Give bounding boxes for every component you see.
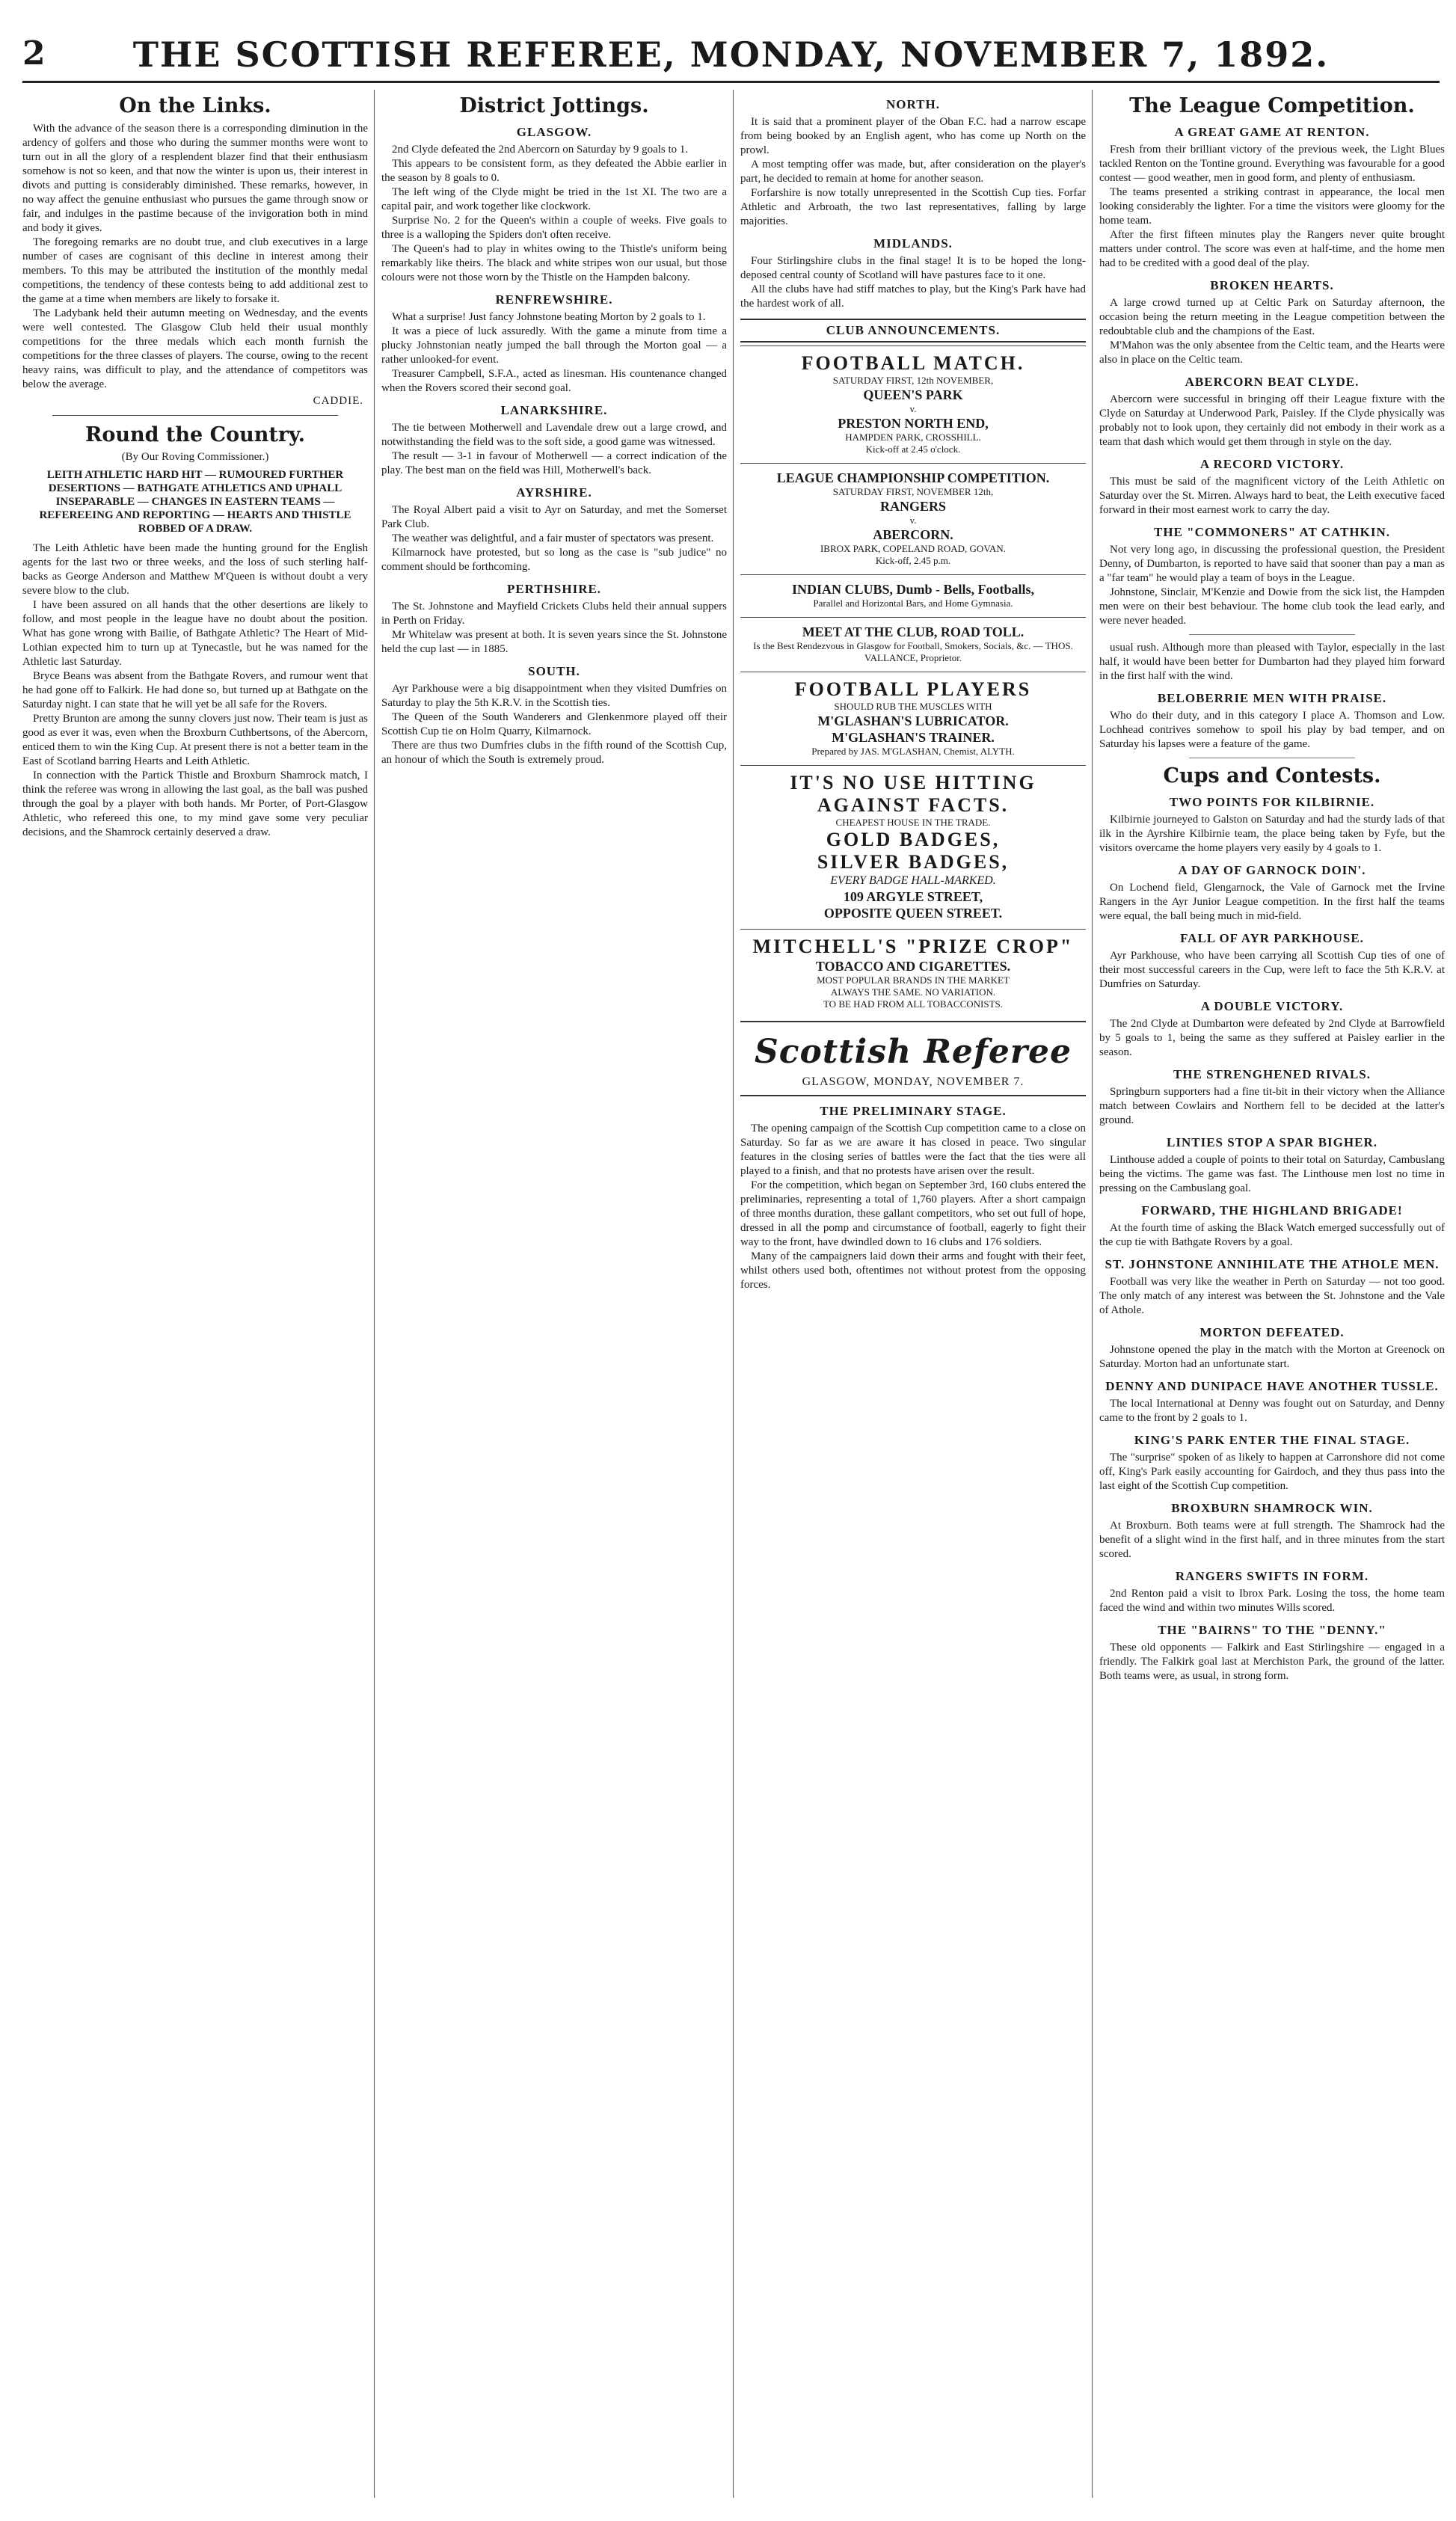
paragraph: Football was very like the weather in Perth on Saturday — not too good. The only match of any interest was between the St. Johnstone and the Vale of Athole.: [1099, 1276, 1445, 1316]
section-heading: THE "COMMONERS" AT CATHKIN.: [1153, 525, 1391, 539]
paragraph: The left wing of the Clyde might be tried in the 1st XI. The two are a capital pair, and work together like clockwork.: [381, 186, 727, 212]
paragraph: Many of the campaigners laid down their arms and fought with their feet, whilst others used both, oftentimes not without protest from the opposing forces.: [740, 1250, 1086, 1291]
paragraph: Bryce Beans was absent from the Bathgate Rovers, and rumour went that he had gone off to Falkirk. He had done so, but turned up at Bathgate on the Saturday night. I can state that he will yet be all safe for the Rovers.: [22, 670, 368, 710]
section-rule: [740, 1095, 1086, 1096]
section-heading: LINTIES STOP A SPAR BIGHER.: [1167, 1135, 1377, 1149]
paragraph: On Lochend field, Glengarnock, the Vale of Garnock met the Irvine Rangers in the Ayr Junior League competition. In the first half the teams were equal, the ball being much in mid-field.: [1099, 882, 1445, 922]
paragraph: The foregoing remarks are no doubt true, and club executives in a large number of cases are cognisant of this decline in interest among their members. To this may be attributed the institution of the monthly medal competitions, the tendency of these contests being to add additional zest to the game at a time when members are likely to forsake it.: [22, 236, 368, 305]
paragraph: For the competition, which began on September 3rd, 160 clubs entered the preliminaries, representing a total of 1,760 players. After a short campaign of three months duration, these gallant competitors, who set out full of hope, dressed in all the pomp and circumstance of football, eagerly to fight their way to the front, have dwindled down to 16 clubs and 176 soldiers.: [740, 1179, 1086, 1248]
paragraph: Johnstone opened the play in the match with the Morton at Greenock on Saturday. Morton had an unfortunate start.: [1099, 1344, 1445, 1370]
advert-league: LEAGUE CHAMPIONSHIP COMPETITION. SATURDAY FIRST, NOVEMBER 12th, RANGERS v. ABERCORN. IBROX PARK, COPELAND ROAD, GOVAN. Kick-off, 2.45 p.m.: [740, 463, 1086, 574]
paragraph: After the first fifteen minutes play the Rangers never quite brought matters under control. The score was even at half-time, and the home men had to be credited with a good deal of the play.: [1099, 229, 1445, 269]
paragraph: Linthouse added a couple of points to their total on Saturday, Cambuslang being the victims. The game was fast. The Linthouse men lost no time in pressing on the Cambuslang goal.: [1099, 1154, 1445, 1194]
byline: (By Our Roving Commissioner.): [121, 451, 269, 463]
paragraph: The teams presented a striking contrast in appearance, the local men looking considerably the lighter. For a time the visitors were gloomy for the home team.: [1099, 186, 1445, 227]
column-divider: [733, 90, 734, 2498]
paragraph: 2nd Renton paid a visit to Ibrox Park. Losing the toss, the home team faced the wind and within two minutes Wills scored.: [1099, 1588, 1445, 1614]
page-number: 2: [22, 34, 46, 73]
column-2: [381, 90, 727, 2498]
section-rule: [1189, 634, 1355, 635]
section-heading: THE STRENGHENED RIVALS.: [1173, 1067, 1371, 1081]
round-heading: Round the Country.: [85, 423, 306, 446]
section-heading: RENFREWSHIRE.: [495, 292, 613, 307]
section-rule: [52, 415, 338, 416]
advert-badges: IT'S NO USE HITTING AGAINST FACTS. CHEAPEST HOUSE IN THE TRADE. GOLD BADGES, SILVER BADGES, EVERY BADGE HALL-MARKED. 109 ARGYLE STREET, OPPOSITE QUEEN STREET.: [740, 765, 1086, 929]
paragraph: Abercorn were successful in bringing off their League fixture with the Clyde on Saturday at Underwood Park, Paisley. If the Clyde physically was probably not to look upon, they certainly did not embody in their work as a team that dash which would get them through in style on the day.: [1099, 393, 1445, 448]
paragraph: It is said that a prominent player of the Oban F.C. had a narrow escape from being booked by an English agent, who has come up North on the prowl.: [740, 116, 1086, 156]
paragraph: M'Mahon was the only absentee from the Celtic team, and the Hearts were also in place on the Celtic team.: [1099, 340, 1445, 366]
paragraph: With the advance of the season there is a corresponding diminution in the ardency of golfers and those who during the summer months were wont to turn out in all the glory of a resplendent blazer find that their enthusiasm somehow is not so keen, and that now the winter is upon us, their interest in divots and putting is considerably diminished. These remarks, however, in no way affect the genuine enthusiast who pursues the game through snow or fair, and indulges in the pastime because of the invigoration both in mind and body it gives.: [22, 123, 368, 234]
paragraph: Fresh from their brilliant victory of the previous week, the Light Blues tackled Renton on the Tontine ground. Everything was favourable for a good contest — good weather, men in good form, and plenty of enthusiasm.: [1099, 144, 1445, 184]
paragraph: Who do their duty, and in this category I place A. Thomson and Low. Lochhead contrives somehow to spoil his play by bad temper, and on Saturday his lapses were a feature of the game.: [1099, 710, 1445, 750]
paragraph: This must be said of the magnificent victory of the Leith Athletic on Saturday over the St. Mirren. Always hard to beat, the Leith executive faced forward in their most earnest work to carry the day.: [1099, 476, 1445, 516]
newspaper-nameplate: Scottish Referee: [754, 1033, 1072, 1071]
paragraph: This appears to be consistent form, as they defeated the Abbie earlier in the season by 8 goals to 0.: [381, 158, 727, 184]
paragraph: The Queen's had to play in whites owing to the Thistle's uniform being remarkably like theirs. The black and white stripes won our usual, but those colours were not those worn by the Thistle on the Hampden balcony.: [381, 243, 727, 283]
paragraph: All the clubs have had stiff matches to play, but the King's Park have had the hardest work of all.: [740, 283, 1086, 310]
newspaper-header-title: THE SCOTTISH REFEREE, MONDAY, NOVEMBER 7, 1892.: [132, 34, 1330, 75]
advert-indian-clubs: INDIAN CLUBS, Dumb - Bells, Footballs, Parallel and Horizontal Bars, and Home Gymnasia.: [740, 574, 1086, 617]
paragraph: The result — 3-1 in favour of Motherwell — a correct indication of the play. The best man on the field was Hill, Motherwell's back.: [381, 450, 727, 476]
section-heading: RANGERS SWIFTS IN FORM.: [1175, 1569, 1369, 1583]
paragraph: A large crowd turned up at Celtic Park on Saturday afternoon, the occasion being the return meeting in the League competition between the redoubtable club and the champions of the East.: [1099, 297, 1445, 337]
paragraph: The tie between Motherwell and Lavendale drew out a large crowd, and notwithstanding the field was to the soft side, a good game was witnessed.: [381, 422, 727, 448]
district-heading: District Jottings.: [459, 94, 649, 117]
column-1: [22, 90, 368, 2498]
paragraph: In connection with the Partick Thistle and Broxburn Shamrock match, I think the referee was wrong in allowing the last goal, as the ball was pushed through the goal by a player with both hands. Mr Porter, of Port-Glasgow Athletic, who refereed this one, to my mind gave some very peculiar decisions, and the Shamrock certainly deserved a draw.: [22, 770, 368, 838]
section-heading: FORWARD, THE HIGHLAND BRIGADE!: [1141, 1203, 1403, 1217]
section-heading: A DOUBLE VICTORY.: [1200, 999, 1344, 1013]
section-heading: NORTH.: [886, 97, 940, 111]
paragraph: It was a piece of luck assuredly. With the game a minute from time a plucky Johnstonian neatly jumped the ball through the Morton goal — a rather unlooked-for event.: [381, 325, 727, 366]
dateline: GLASGOW, MONDAY, NOVEMBER 7.: [802, 1075, 1025, 1088]
paragraph: Four Stirlingshire clubs in the final stage! It is to be hoped the long-deposed central county of Scotland will have pastures face to it one.: [740, 255, 1086, 281]
paragraph: Springburn supporters had a fine tit-bit in their victory when the Alliance match between Cowlairs and Northern fell to be decided at the latter's ground.: [1099, 1086, 1445, 1126]
paragraph: What a surprise! Just fancy Johnstone beating Morton by 2 goals to 1.: [392, 311, 706, 323]
section-heading: ST. JOHNSTONE ANNIHILATE THE ATHOLE MEN.: [1105, 1257, 1440, 1271]
section-heading: SOUTH.: [528, 664, 580, 678]
paragraph: Mr Whitelaw was present at both. It is seven years since the St. Johnstone held the cup last — in 1885.: [381, 629, 727, 655]
paragraph: The St. Johnstone and Mayfield Crickets Clubs held their annual suppers in Perth on Friday.: [381, 601, 727, 627]
paragraph: Treasurer Campbell, S.F.A., acted as linesman. His countenance changed when the Rovers scored their second goal.: [381, 368, 727, 394]
cups-heading: Cups and Contests.: [1163, 764, 1381, 787]
column-divider: [1092, 90, 1093, 2498]
paragraph: Ayr Parkhouse were a big disappointment when they visited Dumfries on Saturday to play the 5th K.R.V. in the Scottish ties.: [381, 683, 727, 709]
subheading: LEITH ATHLETIC HARD HIT — RUMOURED FURTHER DESERTIONS — BATHGATE ATHLETICS AND UPHALL INSEPARABLE — CHANGES IN EASTERN TEAMS — REFEREEING AND REPORTING — HEARTS AND THISTLE ROBBED OF A DRAW.: [39, 469, 351, 535]
paragraph: The local International at Denny was fought out on Saturday, and Denny came to the front by 2 goals to 1.: [1099, 1398, 1445, 1424]
paragraph: Surprise No. 2 for the Queen's within a couple of weeks. Five goals to three is a walloping the Spiders don't often receive.: [381, 215, 727, 241]
section-heading: A GREAT GAME AT RENTON.: [1174, 125, 1370, 139]
signature: CADDIE.: [313, 395, 363, 407]
section-heading: MORTON DEFEATED.: [1199, 1325, 1345, 1339]
section-heading: LANARKSHIRE.: [500, 403, 608, 417]
section-heading: THE PRELIMINARY STAGE.: [820, 1104, 1007, 1118]
paragraph: The opening campaign of the Scottish Cup competition came to a close on Saturday. So far as we are aware it has closed in peace. Two singular features in the closing series of battles were the fact that the ties were all played to a finish, and that no protests have arisen over the result.: [740, 1123, 1086, 1177]
paragraph: The Leith Athletic have been made the hunting ground for the English agents for the last two or three weeks, and the loss of such sterling half-backs as George Anderson and Matthew M'Queen is without doubt a very severe blow to the club.: [22, 542, 368, 597]
paragraph: The 2nd Clyde at Dumbarton were defeated by 2nd Clyde at Barrowfield by 5 goals to 1, being the same as they suffered at Paisley earlier in the season.: [1099, 1018, 1445, 1058]
club-announcements-heading: CLUB ANNOUNCEMENTS.: [740, 319, 1086, 343]
section-heading: KING'S PARK ENTER THE FINAL STAGE.: [1134, 1433, 1410, 1447]
section-heading: MIDLANDS.: [873, 236, 953, 251]
paragraph: The "surprise" spoken of as likely to happen at Carronshore did not come off, King's Park easily accounting for Gairdoch, and they thus pass into the last eight of the Scottish Cup competition.: [1099, 1452, 1445, 1492]
paragraph: There are thus two Dumfries clubs in the fifth round of the Scottish Cup, an honour of which the South is extremely proud.: [381, 740, 727, 766]
column-divider: [374, 90, 375, 2498]
paragraph: Not very long ago, in discussing the professional question, the President Denny, of Dumbarton, is reported to have said that sooner than pay a man as a "far team" he would play a team of boys in the League.: [1099, 544, 1445, 584]
paragraph: Kilbirnie journeyed to Galston on Saturday and had the sturdy lads of that ilk in the Ayrshire Kilbirnie team, the place being taken by Fyfe, but the visitors overcame the home players very easily by 4 goals to 1.: [1099, 814, 1445, 854]
advert-lubricator: FOOTBALL PLAYERS SHOULD RUB THE MUSCLES WITH M'GLASHAN'S LUBRICATOR. M'GLASHAN'S TRAINER. Prepared by JAS. M'GLASHAN, Chemist, ALYTH.: [740, 672, 1086, 765]
advert-football-match: FOOTBALL MATCH. SATURDAY FIRST, 12th NOVEMBER, QUEEN'S PARK v. PRESTON NORTH END, HAMPDEN PARK, CROSSHILL. Kick-off at 2.45 o'clock.: [740, 346, 1086, 463]
paragraph: These old opponents — Falkirk and East Stirlingshire — engaged in a friendly. The Falkirk goal last at Merchiston Park, the ground of the latter. Both teams were, as usual, in strong form.: [1099, 1642, 1445, 1682]
links-heading: On the Links.: [119, 94, 271, 117]
column-4: [1099, 90, 1445, 2498]
advert-prize-crop: MITCHELL'S "PRIZE CROP" TOBACCO AND CIGARETTES. MOST POPULAR BRANDS IN THE MARKET ALWAYS THE SAME. NO VARIATION. TO BE HAD FROM ALL TOBACCONISTS.: [740, 929, 1086, 1018]
paragraph: The Queen of the South Wanderers and Glenkenmore played off their Scottish Cup tie on Holm Quarry, Kilmarnock.: [381, 711, 727, 737]
column-3: [740, 90, 1086, 2498]
paragraph: usual rush. Although more than pleased with Taylor, especially in the last half, it would have been better for Dumbarton had they played him forward in the first half with the wind.: [1099, 642, 1445, 682]
section-heading: A DAY OF GARNOCK DOIN'.: [1178, 863, 1366, 877]
paragraph: The Royal Albert paid a visit to Ayr on Saturday, and met the Somerset Park Club.: [381, 504, 727, 530]
paragraph: 2nd Clyde defeated the 2nd Abercorn on Saturday by 9 goals to 1.: [392, 144, 689, 156]
paragraph: Johnstone, Sinclair, M'Kenzie and Dowie from the sick list, the Hampden men were on their best behaviour. The home club took the lead early, and were never headed.: [1099, 586, 1445, 627]
paragraph: Forfarshire is now totally unrepresented in the Scottish Cup ties. Forfar Athletic and Arbroath, the two last representatives, falling by large majorities.: [740, 187, 1086, 227]
section-heading: BROKEN HEARTS.: [1210, 278, 1334, 292]
section-heading: BELOBERRIE MEN WITH PRAISE.: [1157, 691, 1387, 705]
header-rule: [22, 81, 1440, 83]
section-heading: A RECORD VICTORY.: [1199, 457, 1345, 471]
paragraph: Ayr Parkhouse, who have been carrying all Scottish Cup ties of one of their most successful careers in the Cup, were left to face the 5th K.R.V. at Dumfries on Saturday.: [1099, 950, 1445, 990]
section-heading: BROXBURN SHAMROCK WIN.: [1171, 1501, 1373, 1515]
section-heading: FALL OF AYR PARKHOUSE.: [1180, 931, 1364, 945]
section-heading: DENNY AND DUNIPACE HAVE ANOTHER TUSSLE.: [1105, 1379, 1439, 1393]
paragraph: At Broxburn. Both teams were at full strength. The Shamrock had the benefit of a slight wind in the first half, and in three minutes from the start scored.: [1099, 1520, 1445, 1560]
section-rule: [740, 1021, 1086, 1022]
league-heading: The League Competition.: [1129, 94, 1415, 117]
section-heading: ABERCORN BEAT CLYDE.: [1185, 375, 1360, 389]
paragraph: Pretty Brunton are among the sunny clovers just now. Their team is just as good as ever it was, even when the Broxburn Cuthbertsons, of the Abercorn, enticed them to win the King Cup. At present there is not a better team in the East of Scotland barring Hearts and Leith Athletic.: [22, 713, 368, 767]
paragraph: The Ladybank held their autumn meeting on Wednesday, and the events were well contested. The Glasgow Club held their usual monthly competitions for the three medals which each month furnish the competitions for the three classes of players. The course, owing to the recent heavy rains, was difficult to play, and the attendance of competitors was below the average.: [22, 307, 368, 390]
section-heading: GLASGOW.: [516, 125, 592, 139]
section-heading: PERTHSHIRE.: [506, 582, 602, 596]
paragraph: At the fourth time of asking the Black Watch emerged successfully out of the cup tie with Bathgate Rovers by a goal.: [1099, 1222, 1445, 1248]
paragraph: The weather was delightful, and a fair muster of spectators was present.: [392, 532, 714, 544]
paragraph: A most tempting offer was made, but, after consideration on the player's part, he decided to remain at home for another season.: [740, 159, 1086, 185]
masthead: [22, 30, 1440, 82]
section-heading: THE "BAIRNS" TO THE "DENNY.": [1158, 1623, 1386, 1637]
section-heading: AYRSHIRE.: [516, 485, 592, 500]
paragraph: I have been assured on all hands that the other desertions are likely to follow, and most people in the league have no doubt about the position. What has gone wrong with Bailie, of Bathgate Athletic? The Heart of Mid-Lothian expected him to turn up at Tynecastle, but he was named for the Athletic last Saturday.: [22, 599, 368, 668]
section-heading: TWO POINTS FOR KILBIRNIE.: [1169, 795, 1375, 809]
paragraph: Kilmarnock have protested, but so long as the case is "sub judice" no comment should be forthcoming.: [381, 547, 727, 573]
advert-meet-at-club: MEET AT THE CLUB, ROAD TOLL. Is the Best Rendezvous in Glasgow for Football, Smokers, Socials, &c. — THOS. VALLANCE, Proprietor.: [740, 617, 1086, 672]
